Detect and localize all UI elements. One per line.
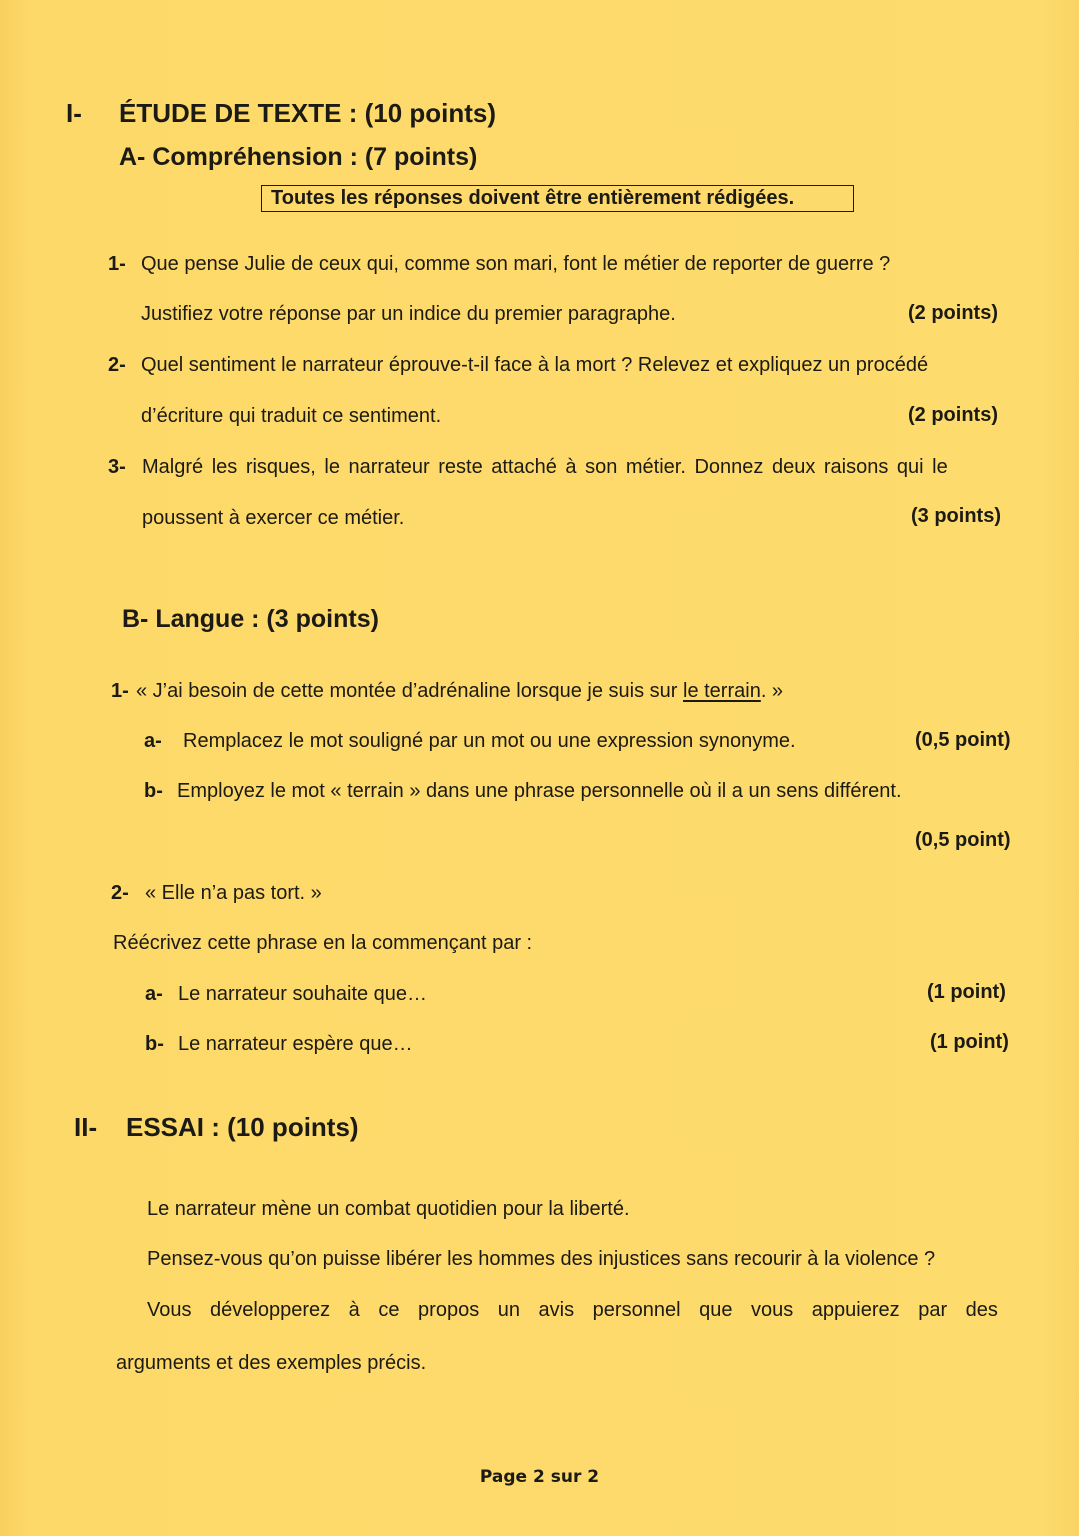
section2-numeral: II-: [74, 1112, 98, 1142]
langue-q2-instruction: Réécrivez cette phrase en la commençant par :: [113, 932, 533, 954]
langue-q1a-points: (0,5 point): [915, 729, 1011, 751]
partA-title: A- Compréhension : (7 points): [119, 143, 478, 171]
langue-q2-quote: « Elle n’a pas tort. »: [145, 882, 322, 904]
langue-q1-quote: [136, 680, 783, 703]
partB-title: B- Langue : (3 points): [122, 605, 379, 633]
section2-title: ESSAI : (10 points): [126, 1112, 359, 1142]
quote-text-before: « J’ai besoin de cette montée d’adrénaline lorsque je suis sur: [136, 680, 683, 702]
essai-line3: Vous développerez à ce propos un avis personnel que vous appuierez par des: [147, 1299, 998, 1321]
question2-line2: d’écriture qui traduit ce sentiment.: [141, 405, 442, 427]
langue-q2a-points: (1 point): [927, 981, 1006, 1003]
question1-number: 1-: [108, 253, 126, 275]
question1-points: (2 points): [908, 302, 998, 324]
langue-q1b-points: (0,5 point): [915, 829, 1011, 851]
underlined-word: le terrain: [683, 680, 761, 702]
langue-q2a-text: Le narrateur souhaite que…: [178, 983, 428, 1005]
question1-line1: Que pense Julie de ceux qui, comme son mari, font le métier de reporter de guerre ?: [141, 253, 891, 275]
question3-line1: Malgré les risques, le narrateur reste attaché à son métier. Donnez deux raisons qui le: [142, 456, 948, 478]
langue-q1a-label: a-: [144, 730, 162, 752]
essai-line1: Le narrateur mène un combat quotidien pour la liberté.: [147, 1198, 630, 1220]
question3-number: 3-: [108, 456, 126, 478]
langue-q2b-points: (1 point): [930, 1031, 1009, 1053]
page-number: Page 2 sur 2: [479, 1467, 600, 1487]
section1-numeral: I-: [66, 98, 82, 128]
langue-q2-number: 2-: [111, 882, 129, 904]
instruction-box: Toutes les réponses doivent être entièrement rédigées.: [261, 185, 854, 212]
question3-points: (3 points): [911, 505, 1001, 527]
langue-q2b-text: Le narrateur espère que…: [178, 1033, 413, 1055]
quote-text-after: . »: [760, 680, 784, 702]
langue-q1a-text: Remplacez le mot souligné par un mot ou une expression synonyme.: [183, 730, 796, 752]
question2-line1: Quel sentiment le narrateur éprouve-t-il face à la mort ? Relevez et expliquez un procédé: [141, 354, 929, 376]
question2-number: 2-: [108, 354, 126, 376]
langue-q1-number: 1-: [111, 680, 129, 702]
langue-q1b-label: b-: [144, 780, 163, 802]
langue-q1b-text: Employez le mot « terrain » dans une phrase personnelle où il a un sens différent.: [177, 780, 902, 802]
langue-q2b-label: b-: [145, 1033, 164, 1055]
essai-line2: Pensez-vous qu’on puisse libérer les hommes des injustices sans recourir à la violence ?: [147, 1248, 936, 1270]
question1-line2: Justifiez votre réponse par un indice du premier paragraphe.: [141, 303, 676, 325]
question3-line2: poussent à exercer ce métier.: [142, 507, 405, 529]
question2-points: (2 points): [908, 404, 998, 426]
section1-title: ÉTUDE DE TEXTE : (10 points): [119, 98, 497, 128]
essai-line4: arguments et des exemples précis.: [116, 1352, 427, 1374]
langue-q2a-label: a-: [145, 983, 163, 1005]
